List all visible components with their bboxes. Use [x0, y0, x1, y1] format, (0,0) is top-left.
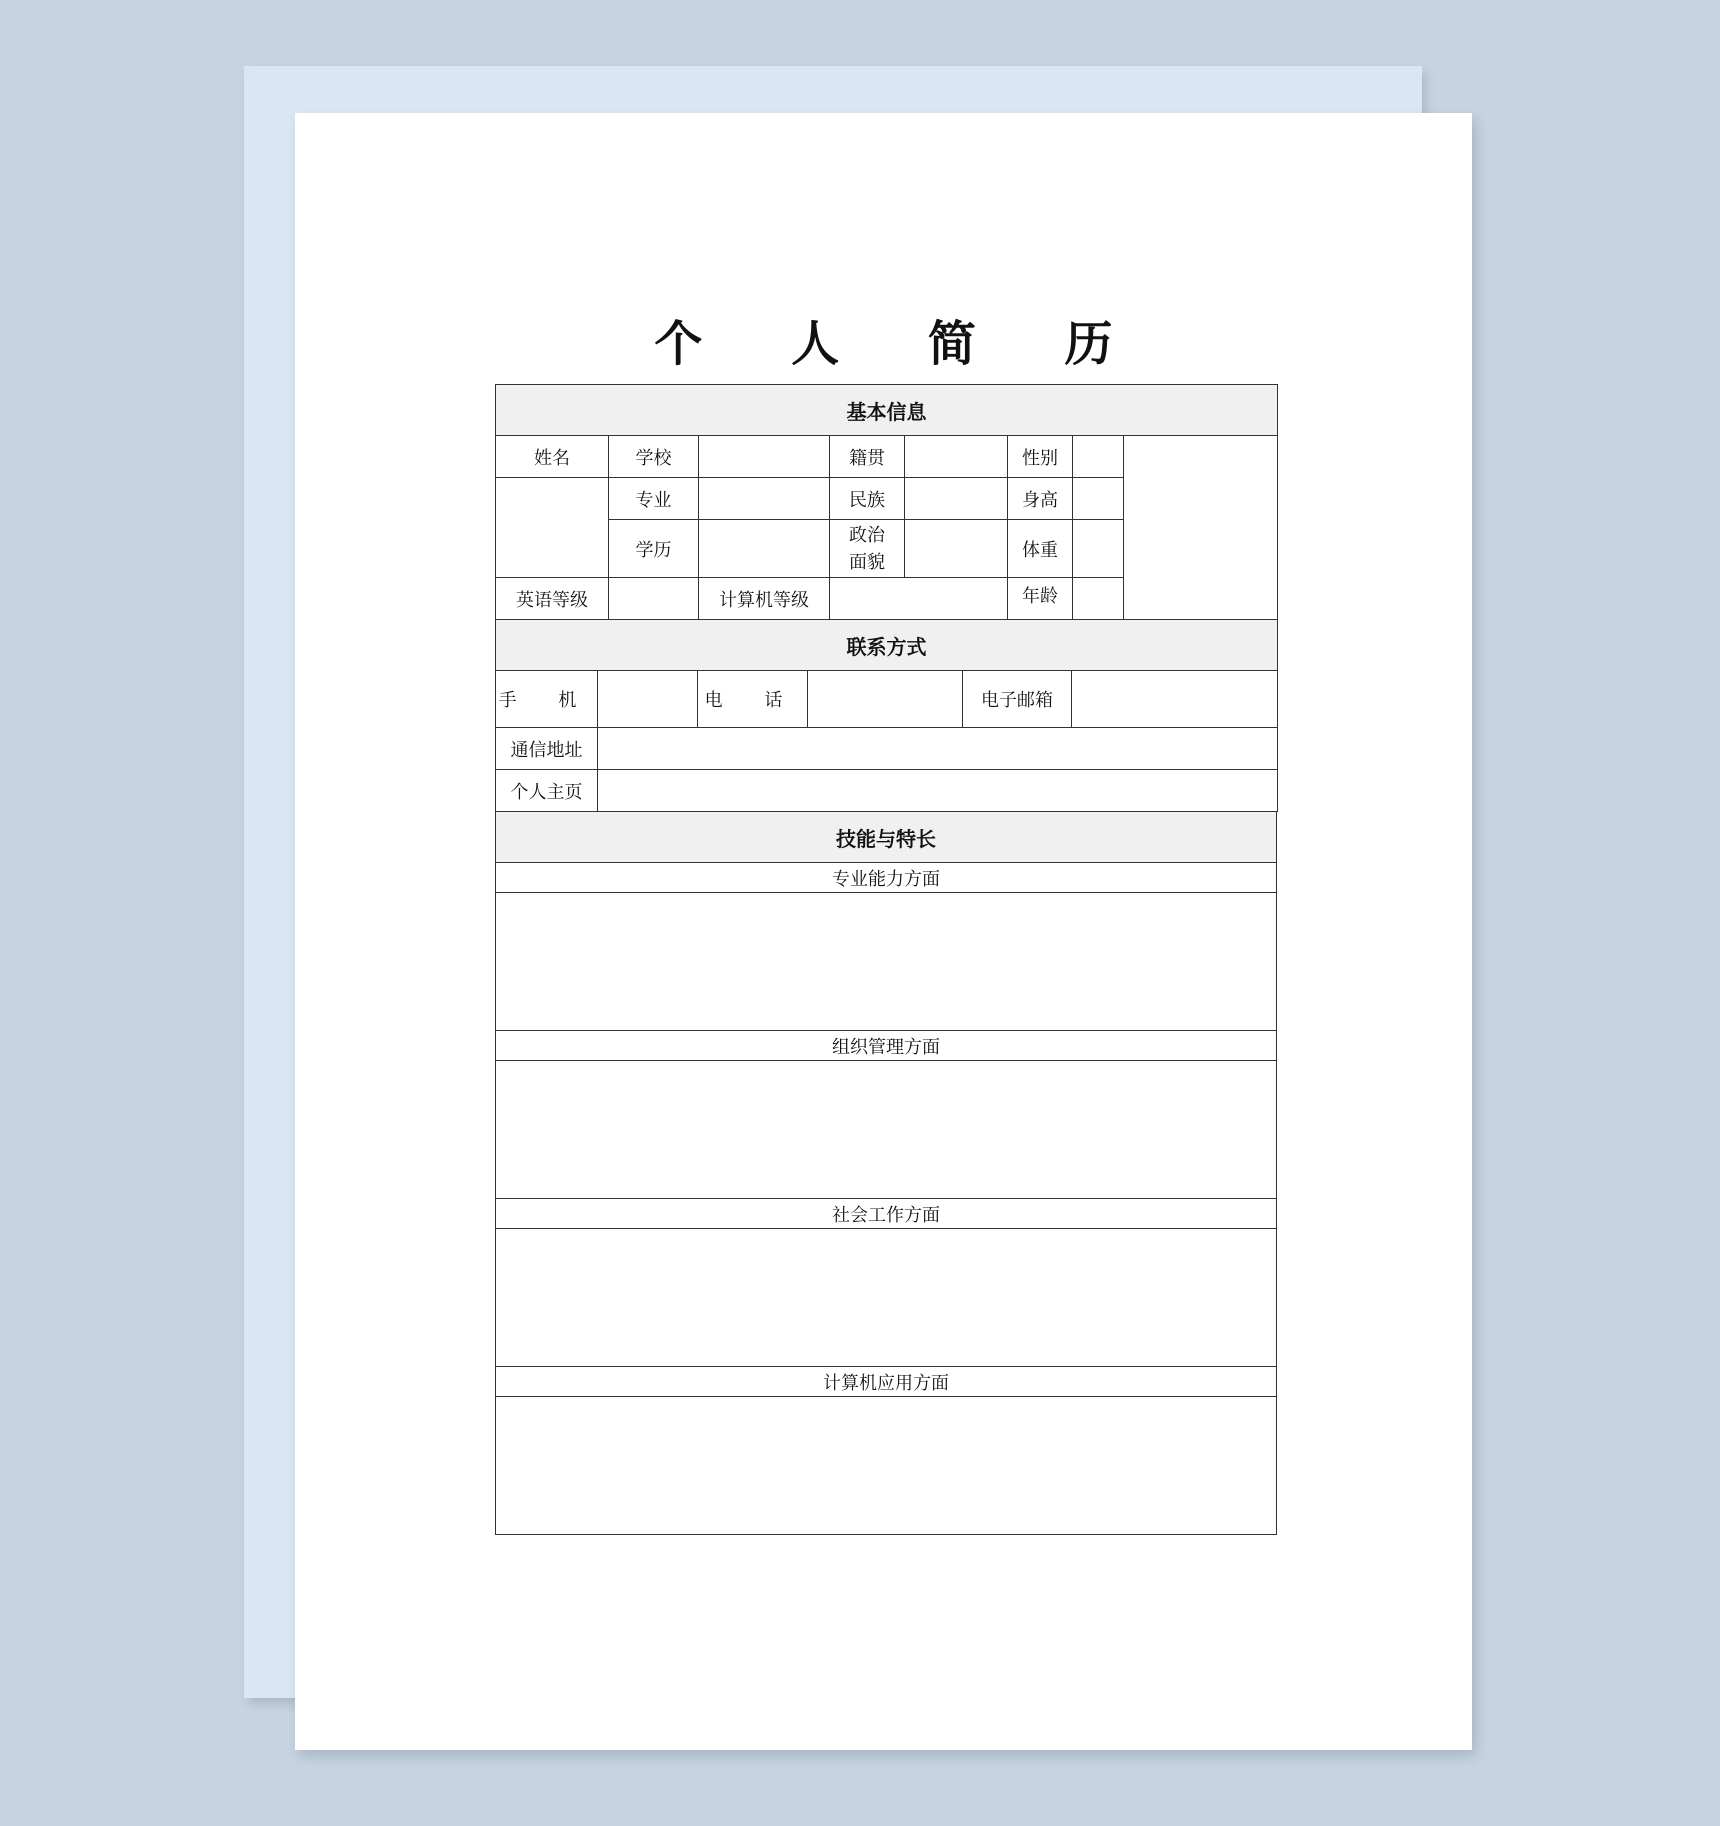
political-label-line1: 政治	[849, 524, 885, 546]
contact-table	[495, 620, 1278, 812]
age-label: 年龄	[1008, 578, 1073, 620]
major-label: 专业	[609, 478, 699, 520]
phone-label-text: 电 话	[704, 690, 801, 711]
age-value[interactable]	[1073, 578, 1124, 620]
contact-header: 联系方式	[496, 620, 1278, 671]
address-value[interactable]	[598, 728, 1278, 770]
school-value[interactable]	[699, 436, 830, 478]
email-label: 电子邮箱	[963, 671, 1072, 728]
skills-table	[495, 812, 1277, 1535]
weight-value[interactable]	[1073, 520, 1124, 578]
phone-label	[698, 671, 808, 728]
name-label: 姓名	[496, 436, 609, 478]
computer-application-label: 计算机应用方面	[496, 1367, 1277, 1397]
computer-level-label: 计算机等级	[699, 578, 830, 620]
name-value[interactable]	[496, 478, 609, 578]
document-title: 个 人 简 历	[654, 316, 1149, 372]
address-label: 通信地址	[496, 728, 598, 770]
english-level-label: 英语等级	[496, 578, 609, 620]
weight-label: 体重	[1008, 520, 1073, 578]
political-status-label	[830, 520, 905, 578]
ethnicity-value[interactable]	[905, 478, 1008, 520]
mobile-label-text: 手 机	[498, 690, 595, 711]
major-value[interactable]	[699, 478, 830, 520]
education-label: 学历	[609, 520, 699, 578]
professional-ability-label: 专业能力方面	[496, 863, 1277, 893]
political-status-value[interactable]	[905, 520, 1008, 578]
gender-value[interactable]	[1073, 436, 1124, 478]
resume-page	[295, 113, 1472, 1750]
height-value[interactable]	[1073, 478, 1124, 520]
school-label: 学校	[609, 436, 699, 478]
social-work-field[interactable]	[496, 1229, 1277, 1367]
professional-ability-field[interactable]	[496, 893, 1277, 1031]
gender-label: 性别	[1008, 436, 1073, 478]
organization-management-label: 组织管理方面	[496, 1031, 1277, 1061]
photo-box[interactable]	[1124, 436, 1278, 620]
skills-header: 技能与特长	[496, 812, 1277, 863]
resume-form	[495, 384, 1277, 1535]
computer-application-field[interactable]	[496, 1397, 1277, 1535]
education-value[interactable]	[699, 520, 830, 578]
computer-level-value[interactable]	[830, 578, 1008, 620]
mobile-label	[496, 671, 598, 728]
basic-info-table	[495, 384, 1278, 620]
homepage-label: 个人主页	[496, 770, 598, 812]
organization-management-field[interactable]	[496, 1061, 1277, 1199]
mobile-value[interactable]	[598, 671, 698, 728]
social-work-label: 社会工作方面	[496, 1199, 1277, 1229]
height-label: 身高	[1008, 478, 1073, 520]
email-value[interactable]	[1072, 671, 1278, 728]
english-level-value[interactable]	[609, 578, 699, 620]
phone-value[interactable]	[808, 671, 963, 728]
homepage-value[interactable]	[598, 770, 1278, 812]
native-place-value[interactable]	[905, 436, 1008, 478]
political-label-line2: 面貌	[849, 551, 885, 573]
basic-info-header: 基本信息	[496, 385, 1278, 436]
native-place-label: 籍贯	[830, 436, 905, 478]
ethnicity-label: 民族	[830, 478, 905, 520]
